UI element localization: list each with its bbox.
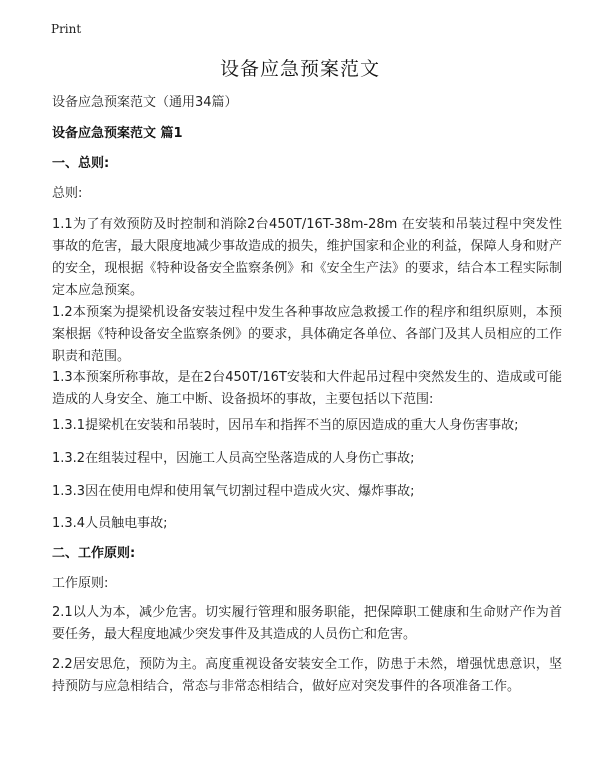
section-heading: 设备应急预案范文 篇1 xyxy=(52,126,183,141)
paragraph-1-3: 1.3本预案所称事故，是在2台450T/16T安装和大件起吊过程中突然发生的、造成或可能造成的人身安全、施工中断、设备损坏的事故，主要包括以下范围: xyxy=(52,370,562,407)
heading-general: 一、总则: xyxy=(52,156,110,171)
paragraph-1-2: 1.2本预案为提梁机设备安装过程中发生各种事故应急救援工作的程序和组织原则，本预案根据《特种设备安全监察条例》的要求，具体确定各单位、各部门及其人员相应的工作职责和范围。 xyxy=(52,305,562,364)
paragraph-2-1: 2.1以人为本，减少危害。切实履行管理和服务职能，把保障职工健康和生命财产作为首要任务，最大程度地减少突发事件及其造成的人员伤亡和危害。 xyxy=(52,605,562,642)
heading-principles: 二、工作原则: xyxy=(52,546,136,561)
paragraph-1-3-1: 1.3.1提梁机在安装和吊装时，因吊车和指挥不当的原因造成的重大人身伤害事故; xyxy=(52,418,519,433)
document-subtitle: 设备应急预案范文（通用34篇） xyxy=(52,95,238,110)
paragraph-1-3-2: 1.3.2在组装过程中，因施工人员高空坠落造成的人身伤亡事故; xyxy=(52,451,415,466)
label-principles: 工作原则: xyxy=(52,576,109,591)
paragraph-2-2: 2.2居安思危，预防为主。高度重视设备安装安全工作，防患于未然，增强忧患意识，坚持预防与应急相结合，常态与非常态相结合，做好应对突发事件的各项准备工作。 xyxy=(52,657,562,694)
paragraph-1-1: 1.1为了有效预防及时控制和消除2台450T/16T-38m-28m 在安装和吊装过程中突发性事故的危害，最大限度地减少事故造成的损失，维护国家和企业的利益，保障人身和财产的安全，现根据《特种设备安全监察条例》和《安全生产法》的要求，结合本工程实际制定本应急预案。 xyxy=(52,217,562,298)
paragraph-1-3-4: 1.3.4人员触电事故; xyxy=(52,516,168,531)
paragraph-1-3-3: 1.3.3因在使用电焊和使用氧气切割过程中造成火灾、爆炸事故; xyxy=(52,484,415,499)
print-label: Print xyxy=(51,22,82,36)
document-title: 设备应急预案范文 xyxy=(219,58,380,80)
label-general: 总则: xyxy=(52,186,83,201)
